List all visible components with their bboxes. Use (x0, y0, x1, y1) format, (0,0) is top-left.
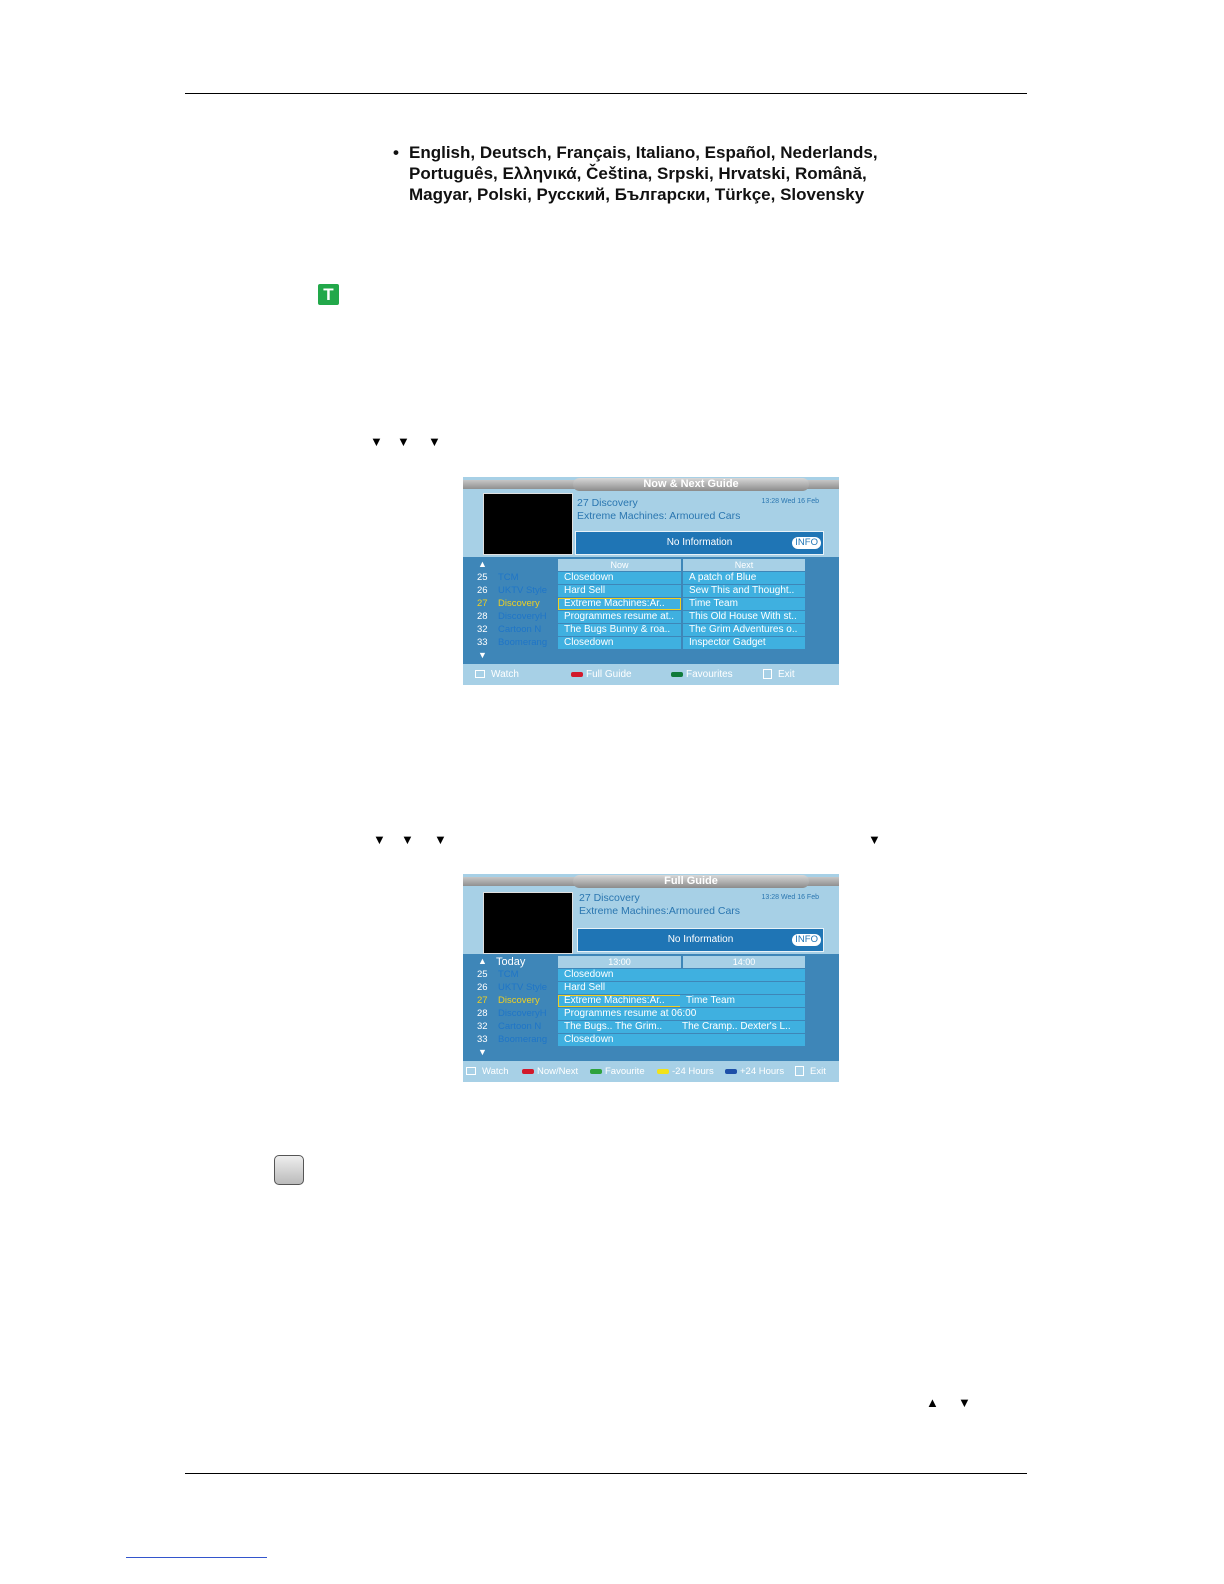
info-text: No Information (667, 934, 734, 945)
channel-label: Boomerang (498, 637, 548, 648)
preview-window (483, 493, 573, 555)
channel-number: 26 (477, 585, 488, 596)
clock: 13:28 Wed 16 Feb (761, 894, 819, 901)
guide-footer (463, 664, 839, 685)
exit-icon (795, 1066, 804, 1076)
next-cell[interactable]: This Old House With st.. (683, 611, 805, 623)
now-cell-highlighted[interactable]: Extreme Machines:Ar.. (558, 598, 681, 610)
info-bar (577, 928, 824, 952)
exit-label: Exit (778, 669, 795, 680)
info-bar (575, 531, 824, 555)
table-row[interactable] (463, 1021, 805, 1033)
green-button-icon (671, 672, 683, 677)
preview-window (483, 892, 573, 954)
info-badge[interactable]: INFO (792, 934, 821, 946)
blue-button-icon (725, 1069, 737, 1074)
now-cell[interactable]: The Bugs Bunny & roa.. (558, 624, 681, 636)
next-cell[interactable]: Sew This and Thought.. (683, 585, 805, 597)
favourite-hint[interactable] (590, 1066, 645, 1077)
channel-number: 33 (477, 637, 488, 648)
channel-number: 32 (477, 624, 488, 635)
plus-24-label: +24 Hours (740, 1066, 785, 1077)
exit-icon (763, 669, 772, 679)
language-list (393, 142, 913, 205)
down-arrow-icon: ▼ (397, 434, 410, 449)
table-row[interactable] (463, 572, 805, 584)
minus-24-label: -24 Hours (672, 1066, 714, 1077)
channel-label: Cartoon N (498, 624, 542, 635)
favourites-label: Favourites (686, 669, 733, 680)
channel-number: 33 (477, 1034, 488, 1045)
table-row-selected[interactable] (463, 995, 805, 1007)
program-cell-highlighted[interactable]: Extreme Machines:Ar.. (558, 995, 681, 1007)
channel-name: 27 Discovery (579, 892, 640, 904)
program-name: Extreme Machines:Armoured Cars (579, 905, 741, 917)
channel-label: Discovery (498, 995, 540, 1006)
now-next-guide-screen (463, 477, 839, 685)
channel-number: 26 (477, 982, 488, 993)
now-cell[interactable]: Closedown (558, 572, 681, 584)
table-row[interactable] (463, 982, 805, 994)
channel-label: Discovery (498, 598, 540, 609)
program-cell[interactable]: The Cramp.. Dexter's L.. (676, 1021, 805, 1033)
bottom-rule (185, 1473, 1027, 1474)
day-label: Today (496, 956, 526, 968)
table-row[interactable] (463, 1034, 805, 1046)
full-guide-label: Full Guide (586, 669, 632, 680)
table-row[interactable] (463, 585, 805, 597)
scroll-down-icon[interactable]: ▼ (478, 1047, 487, 1057)
footer-link-underline[interactable] (126, 1557, 267, 1558)
table-row[interactable] (463, 1008, 805, 1020)
channel-number: 28 (477, 611, 488, 622)
table-row[interactable] (463, 969, 805, 981)
program-cell[interactable]: Time Team (680, 995, 805, 1007)
now-cell[interactable]: Closedown (558, 637, 681, 649)
channel-label: DiscoveryH (498, 611, 547, 622)
top-rule (185, 93, 1027, 94)
now-next-hint[interactable] (522, 1066, 578, 1077)
scroll-up-icon[interactable]: ▲ (478, 559, 487, 569)
column-now: Now (558, 559, 681, 571)
table-row[interactable] (463, 611, 805, 623)
channel-label: UKTV Style (498, 585, 548, 596)
channel-number: 32 (477, 1021, 488, 1032)
grid-header (463, 559, 805, 571)
down-arrow-icon: ▼ (958, 1395, 971, 1410)
channel-label: TCM (498, 572, 519, 583)
now-cell[interactable]: Hard Sell (558, 585, 681, 597)
favourite-label: Favourite (605, 1066, 645, 1077)
channel-label: Cartoon N (498, 1021, 542, 1032)
bullet: • (393, 143, 399, 162)
red-button-icon (522, 1069, 534, 1074)
watch-hint[interactable] (466, 1066, 509, 1077)
column-1400: 14:00 (683, 956, 805, 968)
now-cell[interactable]: Programmes resume at.. (558, 611, 681, 623)
table-row[interactable] (463, 637, 805, 649)
watch-icon (466, 1067, 476, 1075)
watch-label: Watch (491, 669, 519, 680)
green-button-icon (590, 1069, 602, 1074)
yellow-button-icon (657, 1069, 669, 1074)
note-icon (274, 1155, 304, 1185)
scroll-down-icon[interactable]: ▼ (478, 650, 487, 660)
table-row-selected[interactable] (463, 598, 805, 610)
down-arrow-icon: ▼ (401, 832, 414, 847)
down-arrow-icon: ▼ (428, 434, 441, 449)
channel-label: DiscoveryH (498, 1008, 547, 1019)
channel-number: 28 (477, 1008, 488, 1019)
table-row[interactable] (463, 624, 805, 636)
minus-24-hint[interactable] (657, 1066, 714, 1077)
full-guide-hint[interactable] (571, 669, 632, 680)
program-cell[interactable]: Closedown (558, 969, 805, 981)
plus-24-hint[interactable] (725, 1066, 784, 1077)
red-button-icon (571, 672, 583, 677)
watch-hint[interactable] (475, 669, 519, 680)
guide-title: Full Guide (573, 875, 809, 888)
up-arrow-icon: ▲ (926, 1395, 939, 1410)
grid-header (463, 956, 805, 968)
program-cell[interactable]: Closedown (558, 1034, 805, 1046)
t-icon: T (318, 284, 339, 305)
channel-label: UKTV Style (498, 982, 548, 993)
watch-icon (475, 670, 485, 678)
channel-label: Boomerang (498, 1034, 548, 1045)
column-1300: 13:00 (558, 956, 681, 968)
exit-label: Exit (810, 1066, 826, 1077)
exit-hint[interactable] (763, 669, 795, 680)
channel-number: 25 (477, 969, 488, 980)
down-arrow-icon: ▼ (868, 832, 881, 847)
channel-number: 25 (477, 572, 488, 583)
next-cell[interactable]: Time Team (683, 598, 805, 610)
language-list-text: English, Deutsch, Français, Italiano, Español, Nederlands, Português, Ελληνικά, Čeština, Srpski, Hrvatski, Română, Magyar, Polski, Русский, Български, Türkçe, Slovensky (409, 143, 878, 204)
guide-title: Now & Next Guide (573, 478, 809, 491)
next-cell[interactable]: The Grim Adventures o.. (683, 624, 805, 636)
now-next-label: Now/Next (537, 1066, 579, 1077)
clock: 13:28 Wed 16 Feb (761, 498, 819, 505)
watch-label: Watch (482, 1066, 509, 1077)
full-guide-screen (463, 874, 839, 1082)
channel-name: 27 Discovery (577, 497, 638, 509)
column-next: Next (683, 559, 805, 571)
program-cell[interactable]: Hard Sell (558, 982, 805, 994)
channel-label: TCM (498, 969, 519, 980)
scroll-up-icon[interactable]: ▲ (478, 956, 487, 966)
program-cell[interactable]: Programmes resume at 06:00 (558, 1008, 805, 1020)
exit-hint[interactable] (795, 1066, 826, 1077)
down-arrow-icon: ▼ (373, 832, 386, 847)
next-cell[interactable]: Inspector Gadget (683, 637, 805, 649)
favourites-hint[interactable] (671, 669, 733, 680)
info-text: No Information (666, 537, 733, 548)
guide-footer (463, 1061, 839, 1082)
down-arrow-icon: ▼ (370, 434, 383, 449)
down-arrow-icon: ▼ (434, 832, 447, 847)
channel-number: 27 (477, 995, 488, 1006)
program-cell[interactable]: The Bugs.. The Grim.. (558, 1021, 681, 1033)
program-name: Extreme Machines: Armoured Cars (577, 510, 741, 522)
channel-number: 27 (477, 598, 488, 609)
next-cell[interactable]: A patch of Blue (683, 572, 805, 584)
info-badge[interactable]: INFO (792, 537, 821, 549)
